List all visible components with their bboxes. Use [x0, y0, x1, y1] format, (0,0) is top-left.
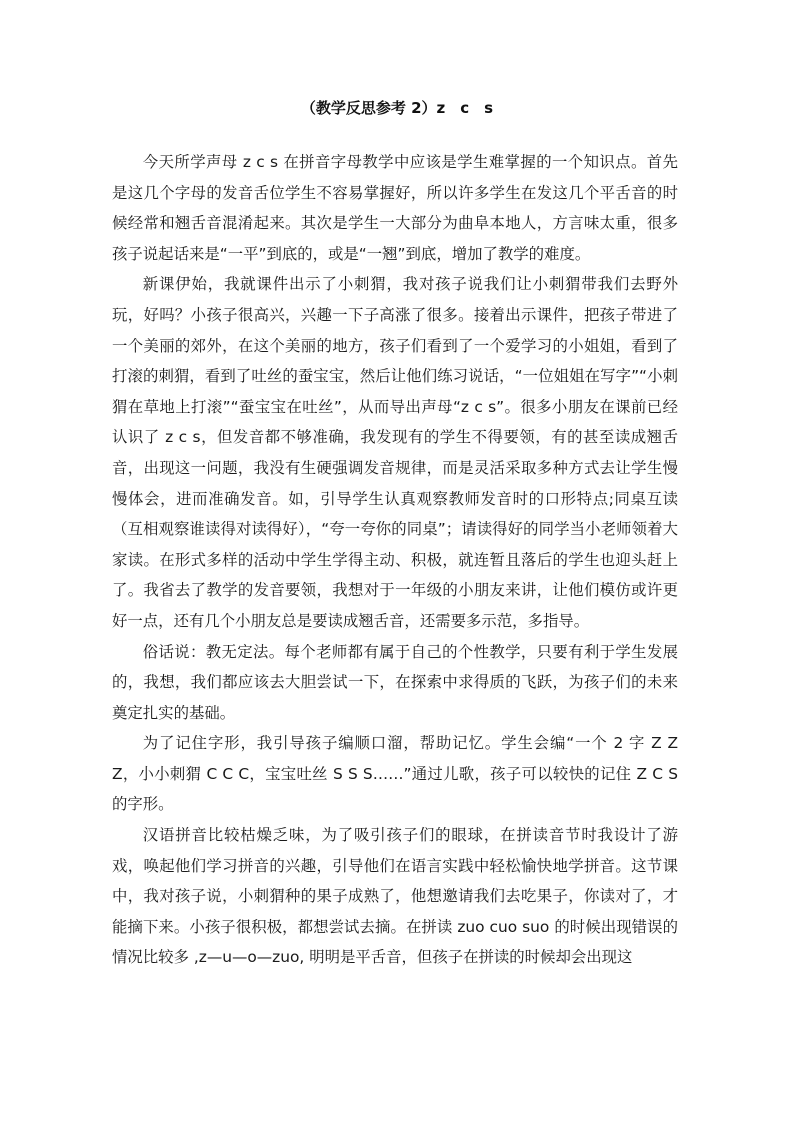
paragraph: 为了记住字形，我引导孩子编顺口溜，帮助记忆。学生会编“一个 2 字 Z Z Z，小小刺猬 C C C，宝宝吐丝 S S S……”通过儿歌，孩子可以较快的记住 Z C S 的字形。 [112, 734, 678, 814]
document-body [112, 147, 678, 973]
page-title: （教学反思参考 2）z c s [300, 99, 494, 117]
paragraph: 今天所学声母 z c s 在拼音字母教学中应该是学生难掌握的一个知识点。首先是这几个字母的发音舌位学生不容易掌握好，所以许多学生在发这几个平舌音的时候经常和翘舌音混淆起来。其次是学生一大部分为曲阜本地人，方言味太重，很多孩子说起话来是“一平”到底的，或是“一翘”到底，增加了教学的难度。 [112, 153, 678, 263]
paragraph: 俗话说：教无定法。每个老师都有属于自己的个性教学，只要有利于学生发展的，我想，我们都应该去大胆尝试一下，在探索中求得质的飞跃，为孩子们的未来奠定扎实的基础。 [112, 642, 678, 722]
paragraph: 汉语拼音比较枯燥乏味，为了吸引孩子们的眼球，在拼读音节时我设计了游戏，唤起他们学习拼音的兴趣，引导他们在语言实践中轻松愉快地学拼音。这节课中，我对孩子说，小刺猬种的果子成熟了，他想邀请我们去吃果子，你读对了，才能摘下来。小孩子很积极，都想尝试去摘。在拼读 zuo cuo suo 的时候出现错误的情况比较多 ,z—u—o—zuo, 明明是平舌音，但孩子在拼读的时候却会出现这 [112, 826, 678, 967]
paragraph: 新课伊始，我就课件出示了小刺猬，我对孩子说我们让小刺猬带我们去野外玩，好吗？小孩子很高兴，兴趣一下子高涨了很多。接着出示课件，把孩子带进了一个美丽的郊外，在这个美丽的地方，孩子们看到了一个爱学习的小姐姐，看到了打滚的刺猬，看到了吐丝的蚕宝宝，然后让他们练习说话，“一位姐姐在写字”“小刺猬在草地上打滚”“蚕宝宝在吐丝”，从而导出声母“z c s”。很多小朋友在课前已经认识了 z c s，但发音都不够准确，我发现有的学生不得要领，有的甚至读成翘舌音，出现这一问题，我没有生硬强调发音规律，而是灵活采取多种方式去让学生慢慢体会，进而准确发音。如，引导学生认真观察教师发音时的口形特点;同桌互读（互相观察谁读得对读得好），“夸一夸你的同桌”；请读得好的同学当小老师领着大家读。在形式多样的活动中学生学得主动、积极，就连暂且落后的学生也迎头赶上了。我省去了教学的发音要领，我想对于一年级的小朋友来讲，让他们模仿或许更好一点，还有几个小朋友总是要读成翘舌音，还需要多示范，多指导。 [112, 275, 678, 630]
